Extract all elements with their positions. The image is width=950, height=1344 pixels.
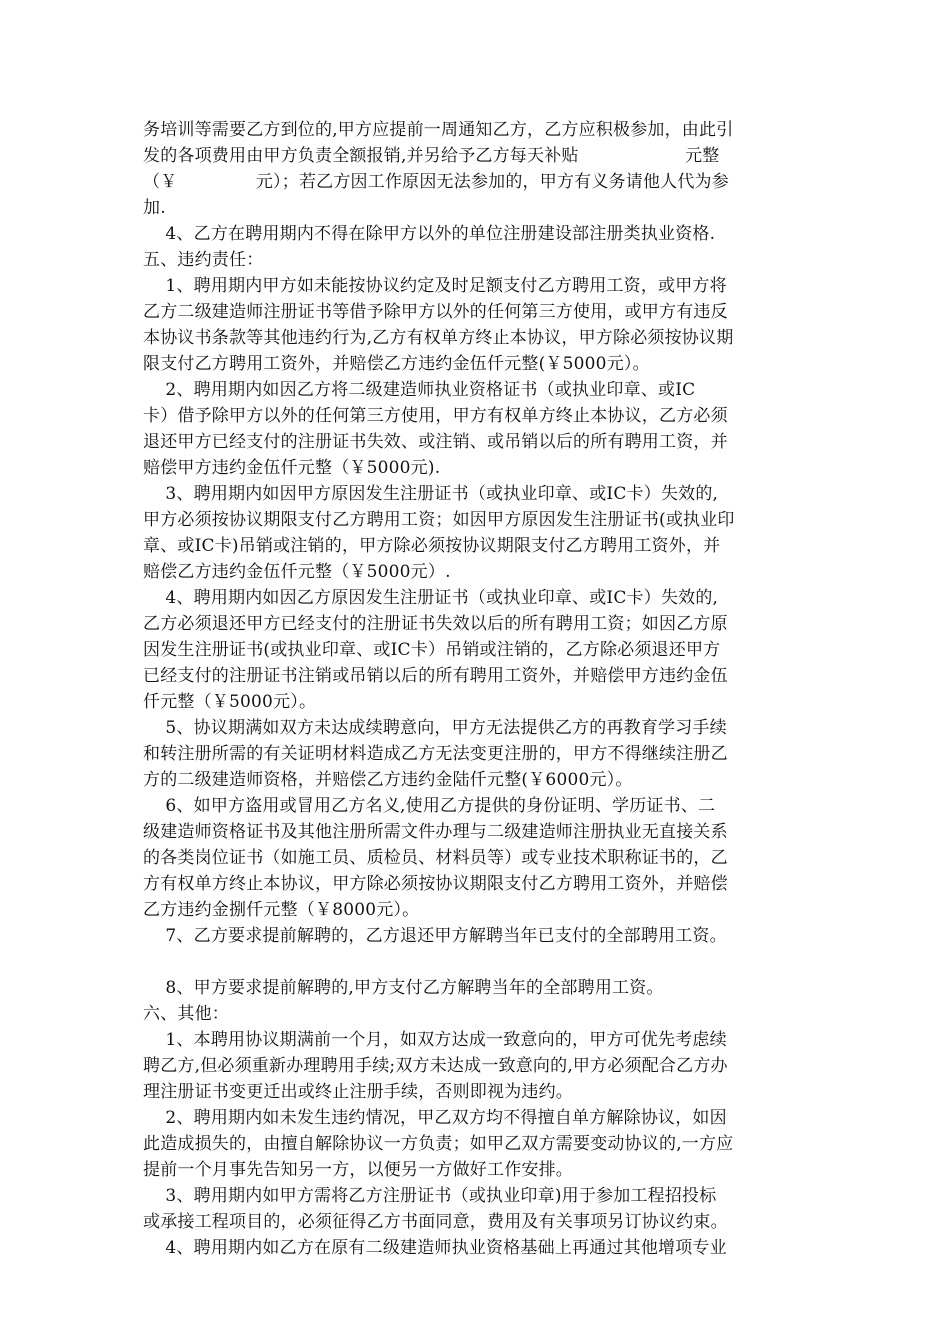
- text-line: 2、聘用期内如因乙方将二级建造师执业资格证书（或执业印章、或IC: [143, 380, 696, 400]
- text-line: 2、聘用期内如未发生违约情况，甲乙双方均不得擅自单方解除协议，如因: [143, 1108, 727, 1128]
- text-line: 仟元整（￥5000元）。: [143, 692, 317, 712]
- text-line: 理注册证书变更迁出或终止注册手续，否则即视为违约。: [143, 1082, 573, 1102]
- text-line: 或承接工程项目的，必须征得乙方书面同意，费用及有关事项另订协议约束。: [143, 1212, 728, 1232]
- text-line: 7、乙方要求提前解聘的，乙方退还甲方解聘当年已支付的全部聘用工资。: [143, 926, 727, 946]
- text-line: 已经支付的注册证书注销或吊销以后的所有聘用工资外，并赔偿甲方违约金伍: [143, 666, 728, 686]
- text-line: 务培训等需要乙方到位的,甲方应提前一周通知乙方，乙方应积极参加，由此引: [143, 120, 734, 140]
- text-line: [143, 949, 803, 975]
- text-line: 1、聘用期内甲方如未能按协议约定及时足额支付乙方聘用工资，或甲方将: [143, 276, 727, 296]
- text-line: 赔偿乙方违约金伍仟元整（￥5000元）.: [143, 562, 451, 582]
- text-line: 乙方必须退还甲方已经支付的注册证书失效以后的所有聘用工资；如因乙方原: [143, 614, 728, 634]
- text-line: 加.: [143, 198, 166, 218]
- text-line: 4、聘用期内如乙方在原有二级建造师执业资格基础上再通过其他增项专业: [143, 1238, 727, 1258]
- text-line: 赔偿甲方违约金伍仟元整（￥5000元).: [143, 458, 441, 478]
- text-line: 发的各项费用由甲方负责全额报销,并另给予乙方每天补贴 元整: [143, 146, 720, 166]
- document-page: [143, 117, 803, 1261]
- text-line: 方的二级建造师资格，并赔偿乙方违约金陆仟元整(￥6000元）。: [143, 770, 633, 790]
- text-line: 和转注册所需的有关证明材料造成乙方无法变更注册的，甲方不得继续注册乙: [143, 744, 728, 764]
- text-line: 1、本聘用协议期满前一个月，如双方达成一致意向的，甲方可优先考虑续: [143, 1030, 727, 1050]
- text-line: 本协议书条款等其他违约行为,乙方有权单方终止本协议，甲方除必须按协议期: [143, 328, 734, 348]
- text-line: 甲方必须按协议期限支付乙方聘用工资；如因甲方原因发生注册证书(或执业印: [143, 510, 735, 530]
- text-line: 4、聘用期内如因乙方原因发生注册证书（或执业印章、或IC卡）失效的,: [143, 588, 719, 608]
- text-line: 卡）借予除甲方以外的任何第三方使用，甲方有权单方终止本协议，乙方必须: [143, 406, 728, 426]
- text-line: 限支付乙方聘用工资外，并赔偿乙方违约金伍仟元整(￥5000元）。: [143, 354, 650, 374]
- text-line: 3、聘用期内如甲方需将乙方注册证书（或执业印章)用于参加工程招投标: [143, 1186, 717, 1206]
- text-line: 提前一个月事先告知另一方，以便另一方做好工作安排。: [143, 1160, 573, 1180]
- text-line: 退还甲方已经支付的注册证书失效、或注销、或吊销以后的所有聘用工资，并: [143, 432, 728, 452]
- text-line: 因发生注册证书(或执业印章、或IC卡）吊销或注销的，乙方除必须退还甲方: [143, 640, 721, 660]
- text-line: 的各类岗位证书（如施工员、质检员、材料员等）或专业技术职称证书的，乙: [143, 848, 728, 868]
- text-line: （￥ 元）；若乙方因工作原因无法参加的，甲方有义务请他人代为参: [143, 172, 729, 192]
- text-line: 6、如甲方盗用或冒用乙方名义,使用乙方提供的身份证明、学历证书、二: [143, 796, 716, 816]
- text-line: 乙方违约金捌仟元整（￥8000元）。: [143, 900, 420, 920]
- text-line: 8、甲方要求提前解聘的,甲方支付乙方解聘当年的全部聘用工资。: [143, 978, 664, 998]
- text-line: 乙方二级建造师注册证书等借予除甲方以外的任何第三方使用，或甲方有违反: [143, 302, 728, 322]
- text-line: 5、协议期满如双方未达成续聘意向，甲方无法提供乙方的再教育学习手续: [143, 718, 727, 738]
- text-line: 章、或IC卡)吊销或注销的，甲方除必须按协议期限支付乙方聘用工资外，并: [143, 536, 721, 556]
- text-line: 方有权单方终止本协议，甲方除必须按协议期限支付乙方聘用工资外，并赔偿: [143, 874, 728, 894]
- text-line: 此造成损失的，由擅自解除协议一方负责；如甲乙双方需要变动协议的,一方应: [143, 1134, 734, 1154]
- text-line: 级建造师资格证书及其他注册所需文件办理与二级建造师注册执业无直接关系: [143, 822, 728, 842]
- text-line: 3、聘用期内如因甲方原因发生注册证书（或执业印章、或IC卡）失效的,: [143, 484, 719, 504]
- text-line: 五、违约责任：: [143, 250, 264, 270]
- text-line: 4、乙方在聘用期内不得在除甲方以外的单位注册建设部注册类执业资格.: [143, 224, 716, 244]
- text-line: 六、其他：: [143, 1004, 229, 1024]
- text-line: 聘乙方,但必须重新办理聘用手续;双方未达成一致意向的,甲方必须配合乙方办: [143, 1056, 728, 1076]
